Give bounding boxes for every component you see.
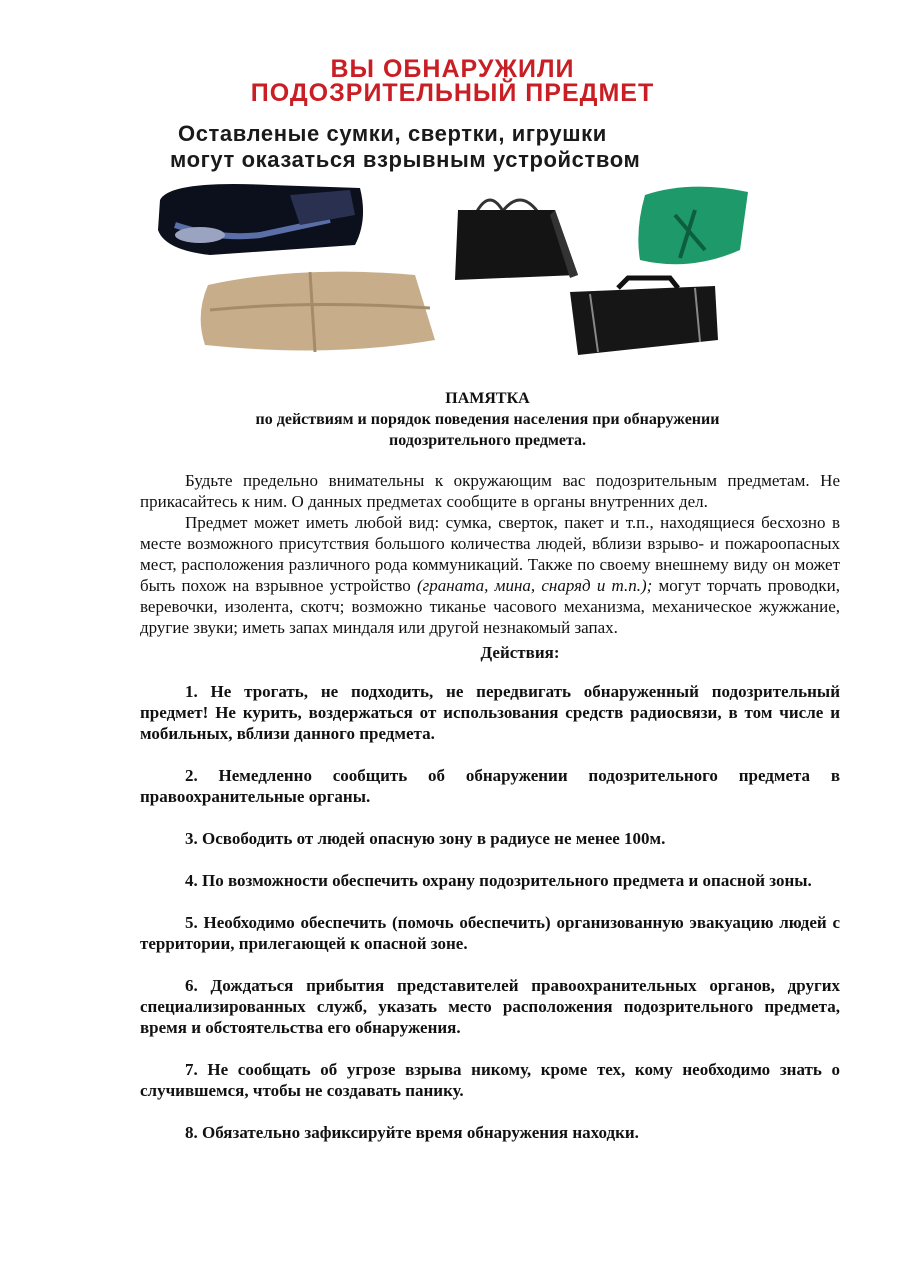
warning-title-line1: ВЫ ОБНАРУЖИЛИ bbox=[330, 55, 575, 83]
sports-bag-image bbox=[158, 184, 363, 255]
action-item: 7. Не сообщать об угрозе взрыва никому, кроме тех, кому необходимо знать о случившемся, чтобы не создавать панику. bbox=[140, 1060, 840, 1100]
action-item: 8. Обязательно зафиксируйте время обнаружения находки. bbox=[185, 1123, 639, 1142]
warning-subtitle-line2: могут оказаться взрывным устройством bbox=[170, 147, 641, 172]
action-item: 5. Необходимо обеспечить (помочь обеспечить) организованную эвакуацию людей с территории, прилегающей к опасной зоне. bbox=[140, 913, 840, 953]
action-item: 3. Освободить от людей опасную зону в радиусе не менее 100м. bbox=[185, 829, 666, 848]
paragraph-item-description bbox=[140, 512, 840, 638]
italic-examples: (граната, мина, снаряд и т.п.); bbox=[416, 576, 653, 595]
warning-title-line2: ПОДОЗРИТЕЛЬНЫЙ ПРЕДМЕТ bbox=[250, 79, 655, 107]
memo-subtitle-line1: по действиям и порядок поведения населения при обнаружении bbox=[255, 411, 720, 428]
paper-package-image bbox=[201, 272, 435, 352]
action-item: 6. Дождаться прибытия представителей правоохранительных органов, других специализированных служб, указать место расположения подозрительного предмета, время и обстоятельства его обнаружения. bbox=[140, 976, 840, 1037]
paragraph-attention: Будьте предельно внимательны к окружающим вас подозрительным предметам. Не прикасайтесь к ним. О данных предметах сообщите в органы внутренних дел. bbox=[140, 471, 840, 511]
action-item: 4. По возможности обеспечить охрану подозрительного предмета и опасной зоны. bbox=[185, 871, 812, 890]
suspicious-items-illustration bbox=[150, 180, 770, 365]
action-item: 1. Не трогать, не подходить, не передвигать обнаруженный подозрительный предмет! Не курить, воздержаться от использования средств радиосвязи, в том числе и мобильных, вблизи данного предмета. bbox=[140, 682, 840, 743]
actions-heading: Действия: bbox=[480, 643, 560, 662]
shopping-bag-image bbox=[455, 200, 578, 280]
text-span: могут торчать проводки, веревочки, изолента, скотч; возможно тиканье часового механизма, механическое жужжание, другие звуки; иметь запах миндаля или другой незнакомый запах. bbox=[140, 576, 841, 637]
memo-subtitle-line2: подозрительного предмета. bbox=[388, 432, 587, 449]
memo-body bbox=[140, 470, 840, 1164]
memo-title: ПАМЯТКА bbox=[445, 390, 530, 407]
action-item: 2. Немедленно сообщить об обнаружении подозрительного предмета в правоохранительные органы. bbox=[140, 766, 840, 806]
text-span: Предмет может иметь любой вид: сумка, сверток, пакет и т.п., находящиеся бесхозно в месте возможного присутствия большого количества людей, вблизи взрыво- и пожароопасных мест, расположения различного рода коммуникаций. Также по своему внешнему виду он может быть похож на взрывное устройство bbox=[140, 513, 840, 595]
warning-subtitle-line1: Оставленые сумки, свертки, игрушки bbox=[178, 121, 607, 146]
plastic-bag-image bbox=[638, 187, 748, 265]
briefcase-image bbox=[570, 278, 718, 355]
